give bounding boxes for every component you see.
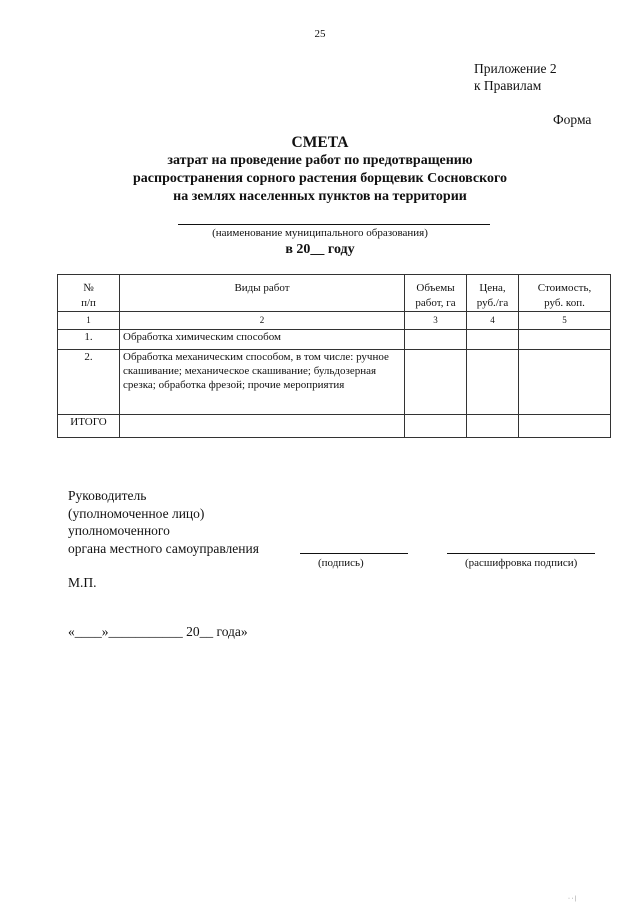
header-cost bbox=[519, 275, 611, 312]
header-cost-line-1: Стоимость, bbox=[537, 282, 592, 294]
column-index: 3 bbox=[405, 312, 467, 330]
column-index: 2 bbox=[120, 312, 405, 330]
title-line-3: на землях населенных пунктов на территории bbox=[173, 189, 467, 204]
row-price-cell bbox=[467, 350, 519, 415]
total-row bbox=[58, 415, 611, 438]
column-index: 4 bbox=[467, 312, 519, 330]
appendix-line-1: Приложение 2 bbox=[474, 61, 557, 76]
date-line: «____»___________ 20__ года» bbox=[68, 624, 248, 639]
signatory-line-3: уполномоченного bbox=[68, 523, 170, 538]
table-row bbox=[58, 350, 611, 415]
total-label: ИТОГО bbox=[58, 415, 120, 438]
municipality-caption: (наименование муниципального образования) bbox=[212, 227, 428, 239]
signatory-block bbox=[68, 487, 259, 557]
header-volume-line-2: работ, га bbox=[415, 297, 456, 309]
total-cost-cell bbox=[519, 415, 611, 438]
header-num bbox=[58, 275, 120, 312]
header-works-label: Виды работ bbox=[234, 282, 290, 294]
estimate-table bbox=[57, 274, 611, 438]
row-volume-cell bbox=[405, 350, 467, 415]
decryption-blank-line bbox=[447, 553, 595, 554]
row-work: Обработка химическим способом bbox=[120, 330, 405, 350]
row-cost-cell bbox=[519, 350, 611, 415]
signatory-line-2: (уполномоченное лицо) bbox=[68, 505, 205, 521]
column-index-row bbox=[58, 312, 611, 330]
row-number: 1. bbox=[58, 330, 120, 350]
column-index: 1 bbox=[58, 312, 120, 330]
footer-marks: · · | bbox=[568, 896, 577, 902]
header-num-line-2: п/п bbox=[81, 297, 96, 309]
header-volume bbox=[405, 275, 467, 312]
appendix-line-2: к Правилам bbox=[474, 78, 542, 93]
total-volume-cell bbox=[405, 415, 467, 438]
row-work: Обработка механическим способом, в том числе: ручное скашивание; механическое скашивание; бульдозерная срезка; обработка фрезой; прочие мероприятия bbox=[120, 350, 405, 415]
signature-caption: (подпись) bbox=[318, 557, 364, 569]
total-price-cell bbox=[467, 415, 519, 438]
column-index: 5 bbox=[519, 312, 611, 330]
header-price-line-1: Цена, bbox=[479, 282, 506, 294]
header-works bbox=[120, 275, 405, 312]
header-price bbox=[467, 275, 519, 312]
signatory-line-4: органа местного самоуправления bbox=[68, 540, 259, 556]
row-price-cell bbox=[467, 330, 519, 350]
page-number: 25 bbox=[314, 28, 326, 40]
title-line-2: распространения сорного растения борщевик Сосновского bbox=[133, 171, 507, 186]
row-cost-cell bbox=[519, 330, 611, 350]
appendix-reference bbox=[474, 60, 557, 94]
title-main: СМЕТА bbox=[291, 134, 349, 151]
row-number: 2. bbox=[58, 350, 120, 415]
municipality-blank-line bbox=[178, 224, 490, 225]
decryption-caption: (расшифровка подписи) bbox=[465, 557, 578, 569]
signatory-line-1: Руководитель bbox=[68, 488, 147, 503]
header-volume-line-1: Объемы bbox=[416, 282, 455, 294]
header-price-line-2: руб./га bbox=[476, 297, 509, 309]
signature-blank-line bbox=[300, 553, 408, 554]
form-label: Форма bbox=[553, 112, 592, 127]
header-cost-line-2: руб. коп. bbox=[544, 297, 585, 309]
document-title bbox=[0, 134, 640, 206]
header-num-line-1: № bbox=[83, 282, 94, 294]
total-work-cell bbox=[120, 415, 405, 438]
row-volume-cell bbox=[405, 330, 467, 350]
year-line: в 20__ году bbox=[285, 242, 355, 257]
table-header-row bbox=[58, 275, 611, 312]
title-line-1: затрат на проведение работ по предотвращению bbox=[167, 153, 473, 168]
table-row bbox=[58, 330, 611, 350]
seal-label: М.П. bbox=[68, 575, 97, 590]
